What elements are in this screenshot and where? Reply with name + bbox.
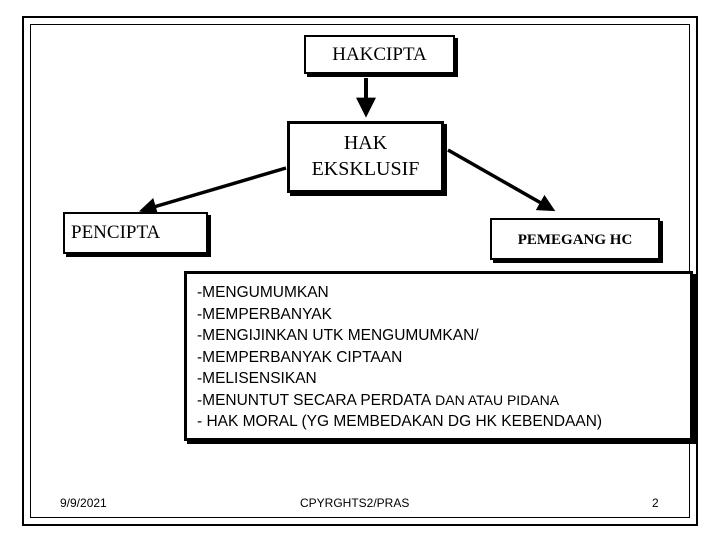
hakcipta-label: HAKCIPTA [332, 44, 427, 65]
list-item: -MEMPERBANYAK [197, 305, 332, 323]
footer-center-text: CPYRGHTS2/PRAS [300, 496, 410, 510]
pencipta-box [63, 212, 208, 254]
list-item-tail: DAN ATAU PIDANA [431, 391, 560, 408]
hak-label: HAK [343, 132, 388, 154]
list-item-main: -MENUNTUT SECARA PERDATA [197, 391, 432, 409]
hakcipta-box [304, 35, 455, 74]
list-item: -MENGUMUMKAN [197, 284, 329, 301]
list-item: -MELISENSIKAN [197, 370, 317, 387]
pemegang-hc-box [490, 218, 660, 260]
eksklusif-label: EKSKLUSIF [311, 158, 420, 180]
list-item: - HAK MORAL (YG MEMBEDAKAN DG HK KEBENDAAN) [197, 413, 603, 430]
list-item: -MENGIJINKAN UTK MENGUMUMKAN/ [197, 327, 479, 344]
arrow-hak-to-pemegang [448, 150, 548, 207]
hak-eksklusif-box [287, 121, 444, 193]
arrow-hak-to-pencipta [147, 168, 286, 209]
list-item [197, 390, 690, 412]
footer-date: 9/9/2021 [60, 496, 107, 510]
footer-page-number: 2 [652, 496, 659, 510]
rights-list-box [184, 271, 693, 441]
pemegang-hc-label: PEMEGANG HC [517, 232, 633, 248]
pencipta-label: PENCIPTA [71, 222, 161, 243]
list-item: -MEMPERBANYAK CIPTAAN [197, 348, 403, 366]
